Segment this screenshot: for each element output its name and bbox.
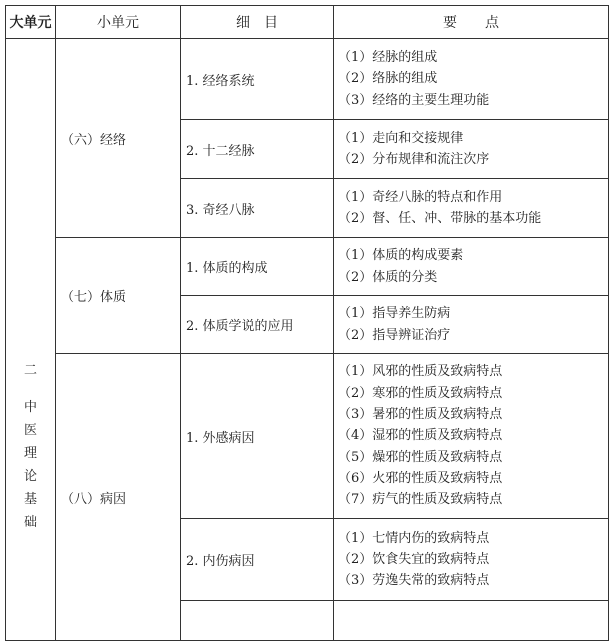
point-item: （1）七情内伤的致病特点 [338,530,490,546]
point-item: （1）指导养生防病 [338,306,451,322]
point-item: （2）体质的分类 [338,269,438,285]
point-item: （2）督、任、冲、带脉的基本功能 [338,211,542,226]
detail-cell: 2. 十二经脉 [181,120,334,179]
small-unit-cell: （七）体质 [56,238,181,354]
detail-cell: 3. 奇经八脉 [181,179,334,238]
big-unit-char: 中 [23,400,37,415]
table-row [6,238,609,296]
detail-cell: 1. 经络系统 [181,39,334,120]
points-cell [334,179,609,238]
big-unit-number: 二 [23,363,37,378]
detail-cell [181,601,334,641]
points-cell [334,601,609,641]
points-cell [334,120,609,179]
point-item: （2）饮食失宜的致病特点 [338,551,490,567]
small-unit-cell: （六）经络 [56,39,181,238]
header-big-unit: 大单元 [6,6,56,39]
detail-cell: 1. 体质的构成 [181,238,334,296]
header-points: 要 点 [334,6,609,39]
point-item: （1）体质的构成要素 [338,248,464,264]
point-item: （6）火邪的性质及致病特点 [338,470,503,486]
points-cell [334,238,609,296]
point-item: （3）经络的主要生理功能 [338,92,490,108]
point-item: （2）分布规律和流注次序 [338,152,490,167]
point-item: （2）寒邪的性质及致病特点 [338,385,503,401]
detail-cell: 2. 内伤病因 [181,519,334,601]
header-row [6,6,609,39]
point-item: （3）暑邪的性质及致病特点 [338,407,503,423]
big-unit-char: 理 [23,446,37,461]
big-unit-char: 医 [23,423,37,438]
point-item: （5）燥邪的性质及致病特点 [338,449,503,465]
point-item: （1）风邪的性质及致病特点 [338,364,503,380]
small-unit-cell: （八）病因 [56,354,181,641]
big-unit-char: 基 [23,492,37,507]
point-item: （1）经脉的组成 [338,50,438,66]
point-item: （7）疠气的性质及致病特点 [338,492,503,508]
point-item: （3）劳逸失常的致病特点 [338,573,490,589]
points-cell [334,354,609,519]
point-item: （2）指导辨证治疗 [338,327,451,343]
detail-cell: 1. 外感病因 [181,354,334,519]
detail-cell: 2. 体质学说的应用 [181,296,334,354]
big-unit-cell [6,39,56,641]
points-cell [334,519,609,601]
point-item: （2）络脉的组成 [338,71,438,87]
header-detail: 细 目 [181,6,334,39]
big-unit-char: 础 [23,515,37,530]
table-row [6,354,609,519]
syllabus-table [5,5,609,641]
big-unit-char: 论 [23,469,37,484]
table-row [6,39,609,120]
point-item: （1）走向和交接规律 [338,130,464,146]
points-cell [334,296,609,354]
point-item: （1）奇经八脉的特点和作用 [338,189,503,205]
header-small-unit: 小单元 [56,6,181,39]
point-item: （4）湿邪的性质及致病特点 [338,428,503,444]
points-cell [334,39,609,120]
